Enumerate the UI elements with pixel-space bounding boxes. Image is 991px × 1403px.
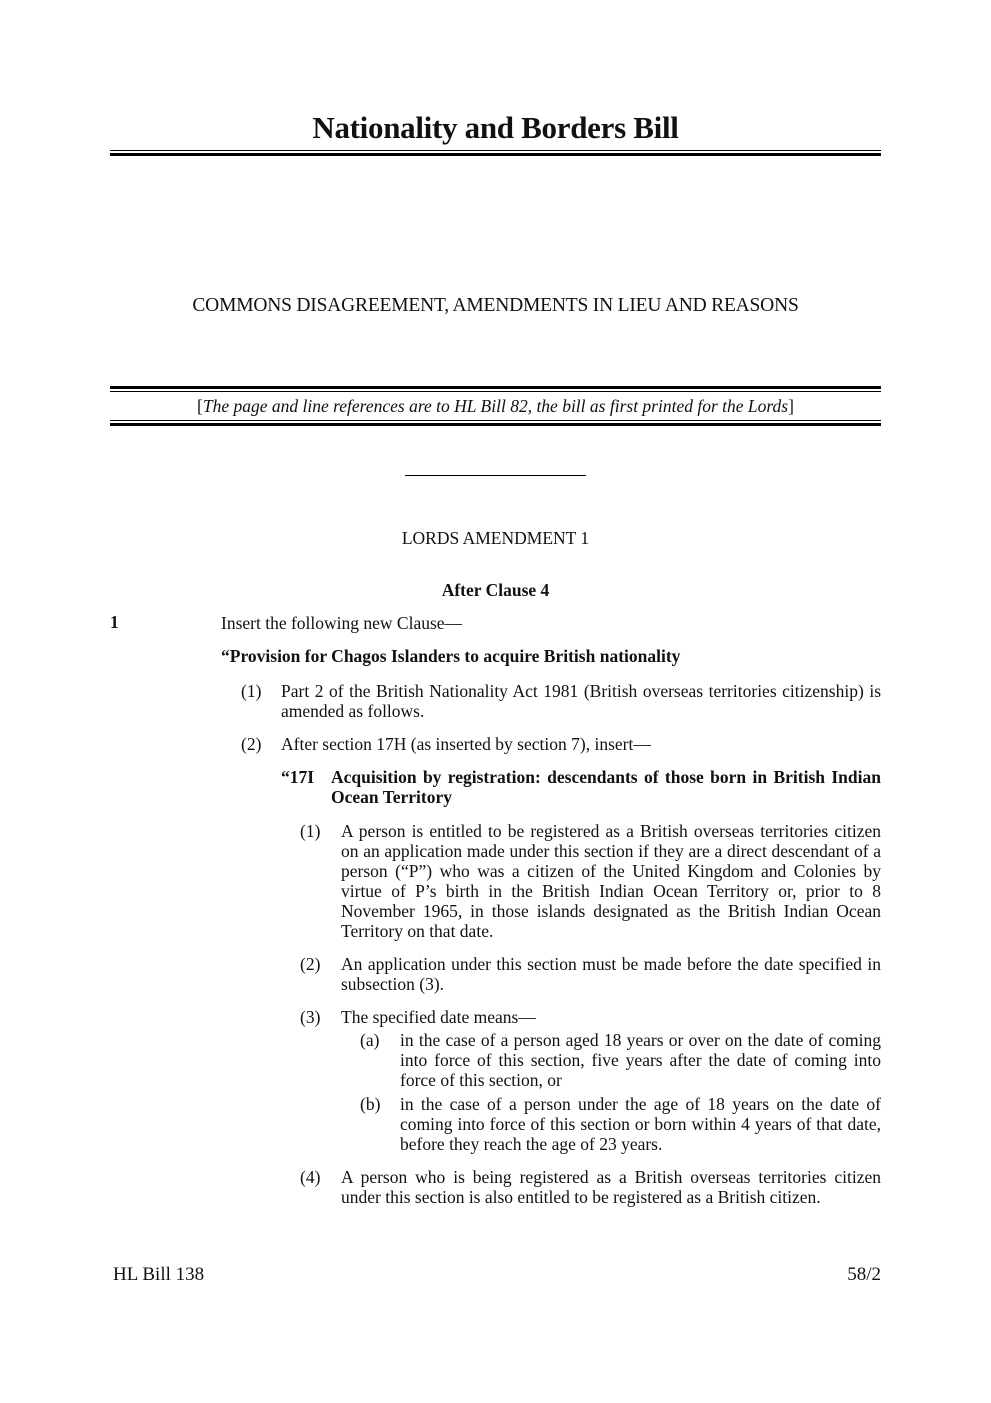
paragraph-text: in the case of a person aged 18 years or over on the date of coming into force of this section, five years after the date of coming into force of this section, or xyxy=(400,1030,881,1090)
section-subsection-label: (2) xyxy=(300,954,321,974)
footer-page-reference: 58/2 xyxy=(847,1264,881,1285)
document-subtitle: COMMONS DISAGREEMENT, AMENDMENTS IN LIEU AND REASONS xyxy=(192,295,799,316)
paragraph-label: (a) xyxy=(360,1030,380,1050)
clause-subsection-text: After section 17H (as inserted by section 7), insert— xyxy=(281,734,651,754)
footer-bill-reference: HL Bill 138 xyxy=(113,1264,205,1285)
paragraph-label: (b) xyxy=(360,1094,381,1114)
reference-note xyxy=(110,396,881,417)
reference-open-bracket: [ xyxy=(197,396,203,416)
reference-note-text: The page and line references are to HL Bill 82, the bill as first printed for the Lords xyxy=(202,396,789,416)
section-subsection-label: (4) xyxy=(300,1167,321,1187)
section-subsection-text: An application under this section must be made before the date specified in subsection (3). xyxy=(341,954,881,994)
reference-top-rule xyxy=(110,386,881,392)
section-subsection-text: A person who is being registered as a British overseas territories citizen under this section is also entitled to be registered as a British citizen. xyxy=(341,1167,881,1207)
amendment-instruction: Insert the following new Clause— xyxy=(221,613,463,633)
clause-subsection-text: Part 2 of the British Nationality Act 1981 (British overseas territories citizenship) is amended as follows. xyxy=(281,681,881,721)
title-double-rule xyxy=(110,150,881,156)
clause-subsection-label: (1) xyxy=(241,681,262,701)
amendment-heading: LORDS AMENDMENT 1 xyxy=(401,528,590,548)
clause-heading: After Clause 4 xyxy=(441,580,550,600)
section-subsection-label: (1) xyxy=(300,821,321,841)
reference-close-bracket: ] xyxy=(788,396,794,416)
reference-bottom-rule xyxy=(110,420,881,426)
clause-subsection-label: (2) xyxy=(241,734,262,754)
new-clause-title: “Provision for Chagos Islanders to acquire British nationality xyxy=(221,646,681,666)
document-title: Nationality and Borders Bill xyxy=(312,110,679,145)
section-subsection-label: (3) xyxy=(300,1007,321,1027)
paragraph-text: in the case of a person under the age of 18 years on the date of coming into force of this section or born within 4 years of that date, before they reach the age of 23 years. xyxy=(400,1094,881,1154)
section-divider xyxy=(405,475,586,476)
inserted-section-number: “17I xyxy=(281,767,315,787)
amendment-number: 1 xyxy=(110,612,119,632)
section-subsection-text: The specified date means— xyxy=(341,1007,536,1027)
section-subsection-text: A person is entitled to be registered as a British overseas territories citizen on an application made under this section if they are a direct descendant of a person (“P”) who was a citizen of the United Kingdom and Colonies by virtue of P’s birth in the British Indian Ocean Territory or, prior to 8 November 1965, in those islands designated as the British Indian Ocean Territory on that date. xyxy=(341,821,881,941)
inserted-section-heading: Acquisition by registration: descendants of those born in British Indian Ocean Territory xyxy=(331,767,881,807)
